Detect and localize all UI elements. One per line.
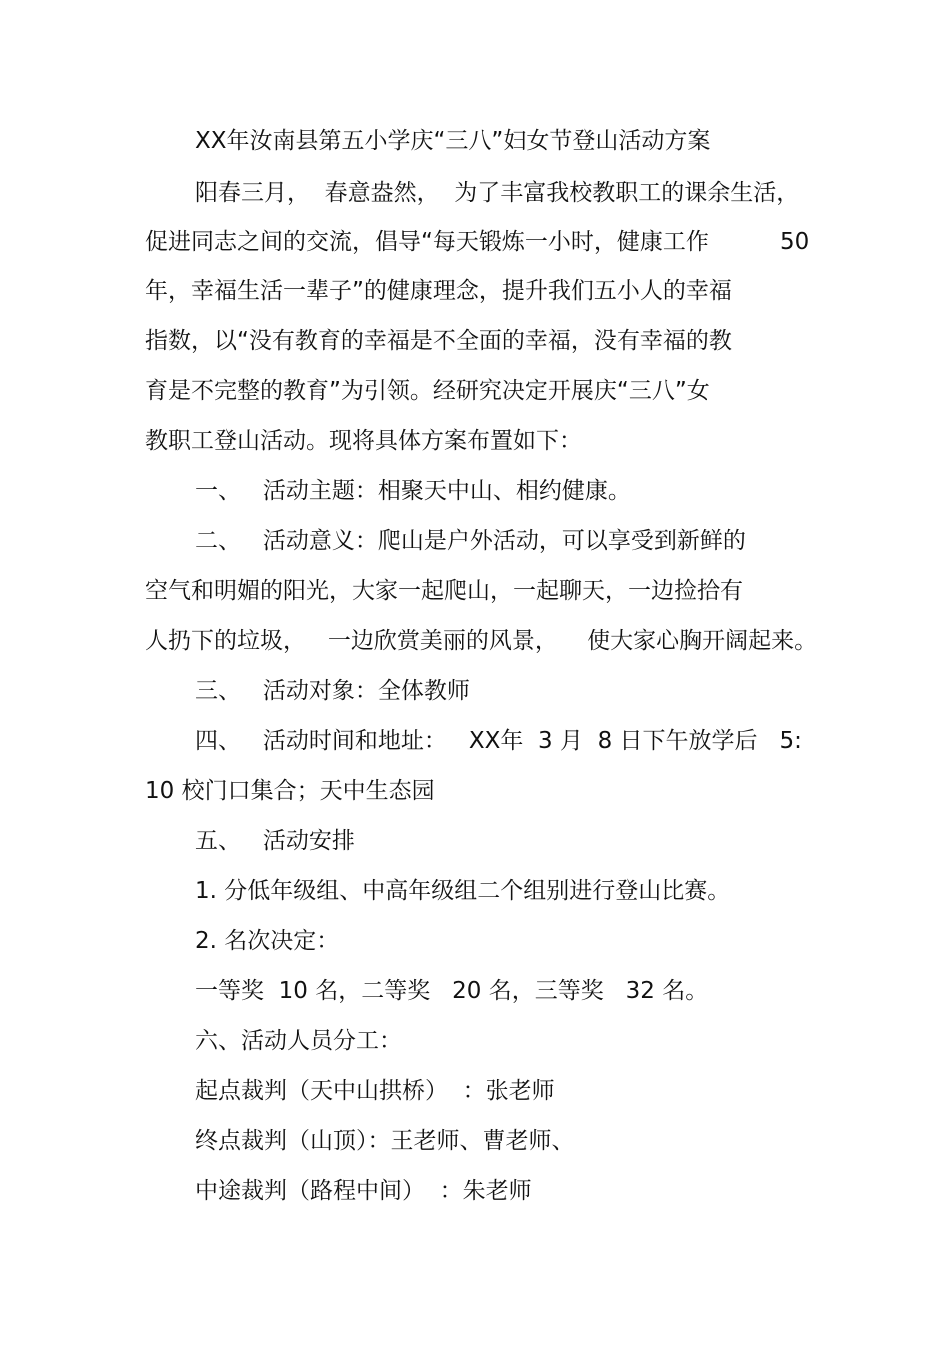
section-4-line-2: 10 校门口集合；天中生态园 [145, 778, 435, 804]
midway-referee: 中途裁判（路程中间） ：朱老师 [195, 1178, 532, 1204]
section-6-heading: 六、活动人员分工： [195, 1028, 402, 1054]
intro-line-1: 阳春三月， 春意盎然， 为了丰富我校教职工的课余生活， [195, 180, 800, 206]
document-title: XX年汝南县第五小学庆“三八”妇女节登山活动方案 [195, 128, 711, 154]
intro-line-2-number: 50 [780, 229, 810, 255]
section-5-item-1: 1. 分低年级组、中高年级组二个组别进行登山比赛。 [195, 878, 731, 904]
section-4-line-1: 四、 活动时间和地址： XX年 3 月 8 日下午放学后 5: [195, 728, 802, 754]
section-5-item-2: 2. 名次决定： [195, 928, 340, 954]
section-1-theme: 一、 活动主题：相聚天中山、相约健康。 [195, 478, 631, 504]
intro-line-2: 促进同志之间的交流，倡导“每天锻炼一小时，健康工作 [145, 229, 709, 255]
section-2-line-1: 二、 活动意义：爬山是户外活动，可以享受到新鲜的 [195, 528, 746, 554]
start-referee: 起点裁判（天中山拱桥） ：张老师 [195, 1078, 555, 1104]
section-2-line-2: 空气和明媚的阳光，大家一起爬山，一起聊天，一边捡拾有 [145, 578, 743, 604]
intro-line-3: 年，幸福生活一辈子”的健康理念，提升我们五小人的幸福 [145, 278, 732, 304]
intro-line-5: 育是不完整的教育”为引领。经研究决定开展庆“三八”女 [145, 378, 710, 404]
section-5-awards: 一等奖 10 名，二等奖 20 名，三等奖 32 名。 [195, 978, 709, 1004]
intro-line-4: 指数，以“没有教育的幸福是不全面的幸福，没有幸福的教 [145, 328, 732, 354]
intro-line-6: 教职工登山活动。现将具体方案布置如下： [145, 428, 582, 454]
section-5-heading: 五、 活动安排 [195, 828, 355, 854]
finish-referee: 终点裁判（山顶）：王老师、曹老师、 [195, 1128, 575, 1154]
section-2-line-3: 人扔下的垃圾， 一边欣赏美丽的风景， 使大家心胸开阔起来。 [145, 628, 818, 654]
section-3-audience: 三、 活动对象：全体教师 [195, 678, 470, 704]
